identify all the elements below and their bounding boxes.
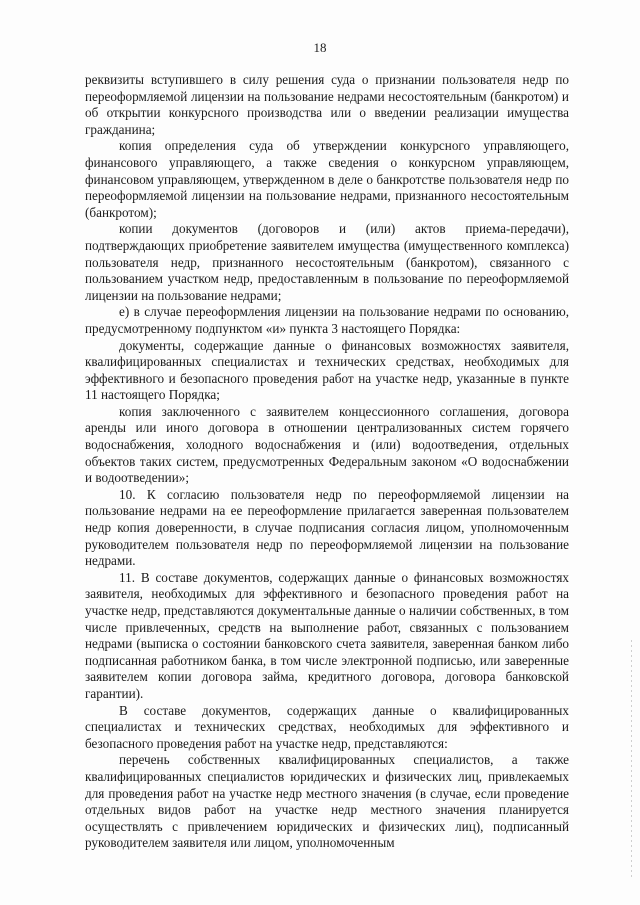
paragraph-specialists-intro: В составе документов, содержащих данные о квалифицированных специалистах и технических средствах, необходимых для эффективного и безопасного проведения работ на участке недр, представляются: bbox=[85, 702, 569, 751]
document-body bbox=[85, 72, 569, 852]
paragraph-financial-documents: документы, содержащие данные о финансовых возможностях заявителя, квалифицированных специалистах и технических средствах, необходимых для эффективного и безопасного проведения работ на участке недр, указанные в пункте 11 настоящего Порядка; bbox=[85, 337, 569, 403]
paragraph-property-documents: копии документов (договоров и (или) актов приема-передачи), подтверждающих приобретение заявителем имущества (имущественного комплекса) пользователя недр, признанного несостоятельным (банкротом), связанного с пользованием участком недр, предоставленным в пользование по переоформляемой лицензии на пользование недрами; bbox=[85, 221, 569, 303]
paragraph-subitem-e: е) в случае переоформления лицензии на пользование недрами по основанию, предусмотренному подпунктом «и» пункта 3 настоящего Порядка: bbox=[85, 304, 569, 336]
paragraph-concession-agreement: копия заключенного с заявителем концессионного соглашения, договора аренды или иного договора в отношении централизованных систем горячего водоснабжения, холодного водоснабжения и (или) водоотведения, отдельных объектов таких систем, предусмотренных Федеральным законом «О водоснабжении и водоотведении»; bbox=[85, 403, 569, 486]
scan-edge-mark bbox=[631, 640, 632, 880]
page-number: 18 bbox=[313, 40, 327, 55]
paragraph-item-10: 10. К согласию пользователя недр по переоформляемой лицензии на пользование недрами на ее переоформление прилагается заверенная пользователем недр копия доверенности, в случае подписания согласия лицом, уполномоченным руководителем пользователя недр по переоформляемой лицензии на пользование недрами. bbox=[85, 486, 569, 569]
paragraph-item-11: 11. В составе документов, содержащих данные о финансовых возможностях заявителя, необходимых для эффективного и безопасного проведения работ на участке недр, представляются документальные данные о наличии собственных, в том числе привлеченных, средств на выполнение работ, связанных с пользованием недрами (выписка о состоянии банковского счета заявителя, заверенная банком либо подписанная работником банка, в том числе электронной подписью, или заверенные заявителем копии договора займа, кредитного договора, договора банковской гарантии). bbox=[85, 569, 569, 701]
paragraph-specialists-list: перечень собственных квалифицированных специалистов, а также квалифицированных специалистов юридических и физических лиц, привлекаемых для проведения работ на участке недр местного значения (в случае, если проведение отдельных видов работ на участке недр местного значения планируется осуществлять с привлечением юридических и физических лиц), подписанный руководителем заявителя или лицом, уполномоченным bbox=[85, 752, 569, 851]
paragraph-requisites: реквизиты вступившего в силу решения суда о признании пользователя недр по переоформляемой лицензии на пользование недрами несостоятельным (банкротом) и об открытии конкурсного производства или о введении реализации имущества гражданина; bbox=[85, 72, 569, 137]
paragraph-court-ruling-copy: копия определения суда об утверждении конкурсного управляющего, финансового управляющего, а также сведения о конкурсном управляющем, финансовом управляющем, утвержденном в деле о банкротстве пользователя недр по переоформляемой лицензии на пользование недрами, признанного несостоятельным (банкротом); bbox=[85, 138, 569, 220]
